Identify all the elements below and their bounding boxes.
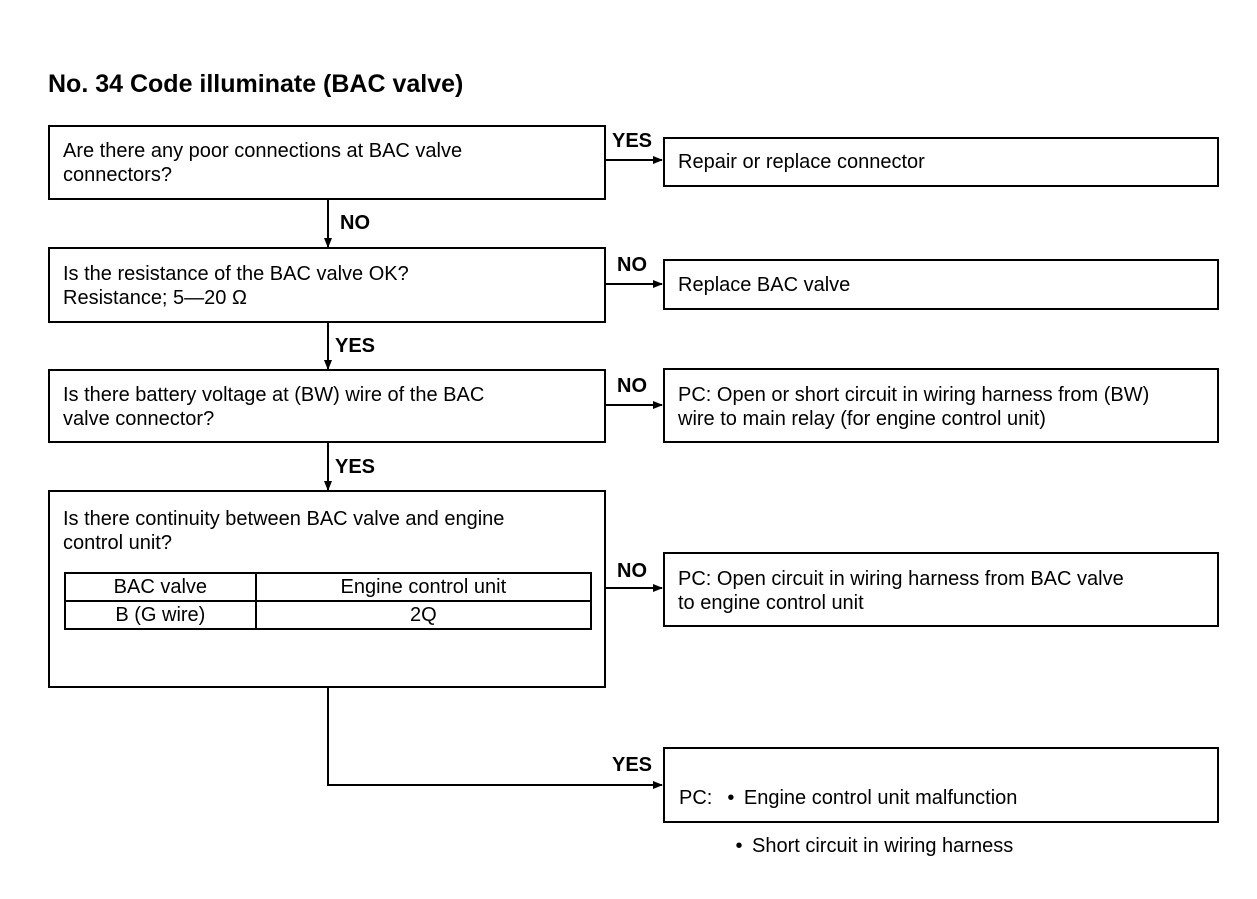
down-label-1: NO <box>340 212 370 234</box>
bullet-icon: • <box>735 835 743 857</box>
result-box-2 <box>663 259 1219 310</box>
page-title: No. 34 Code illuminate (BAC valve) <box>48 70 464 98</box>
result-text-1: Repair or replace connector <box>678 151 925 173</box>
table-header-cell: Engine control unit <box>256 573 591 601</box>
result-box-4 <box>663 552 1219 627</box>
table-row <box>65 601 591 629</box>
question-box-2 <box>48 247 606 323</box>
table-cell: B (G wire) <box>65 601 256 629</box>
result-box-3 <box>663 368 1219 443</box>
result-text-2: Replace BAC valve <box>678 274 851 296</box>
branch-label-4: NO <box>617 560 647 582</box>
result-text-4: PC: Open circuit in wiring harness from BAC valve to engine control unit <box>678 568 1124 614</box>
continuity-table <box>64 572 592 630</box>
branch-label-3: NO <box>617 375 647 397</box>
bullet-icon: • <box>727 787 735 809</box>
branch-label-1: YES <box>612 130 653 152</box>
question-text-1: Are there any poor connections at BAC valve connectors? <box>63 140 463 186</box>
final-result-item: Engine control unit malfunction <box>743 787 1018 809</box>
result-box-1 <box>663 137 1219 187</box>
branch-label-2: NO <box>617 254 647 276</box>
final-result-line-1 <box>679 786 1209 810</box>
final-result-content <box>679 762 1209 882</box>
question-text-4: Is there continuity between BAC valve and engine control unit? <box>63 508 505 554</box>
table-header-cell: BAC valve <box>65 573 256 601</box>
pc-prefix: PC: <box>679 787 713 809</box>
question-box-1 <box>48 125 606 200</box>
final-branch-label: YES <box>612 754 653 776</box>
down-label-3: YES <box>335 456 376 478</box>
down-label-2: YES <box>335 335 376 357</box>
result-text-3: PC: Open or short circuit in wiring harness from (BW) wire to main relay (for engine control unit) <box>678 384 1150 430</box>
question-box-3 <box>48 369 606 443</box>
final-result-box <box>663 747 1219 857</box>
question-box-4 <box>48 490 606 688</box>
final-result-line-2 <box>679 834 1209 858</box>
table-header-row <box>65 573 591 601</box>
table-cell: 2Q <box>256 601 591 629</box>
question-text-3: Is there battery voltage at (BW) wire of the BAC valve connector? <box>63 384 485 430</box>
final-result-item: Short circuit in wiring harness <box>752 835 1014 857</box>
question-text-2: Is the resistance of the BAC valve OK? Resistance; 5—20 Ω <box>63 263 409 309</box>
